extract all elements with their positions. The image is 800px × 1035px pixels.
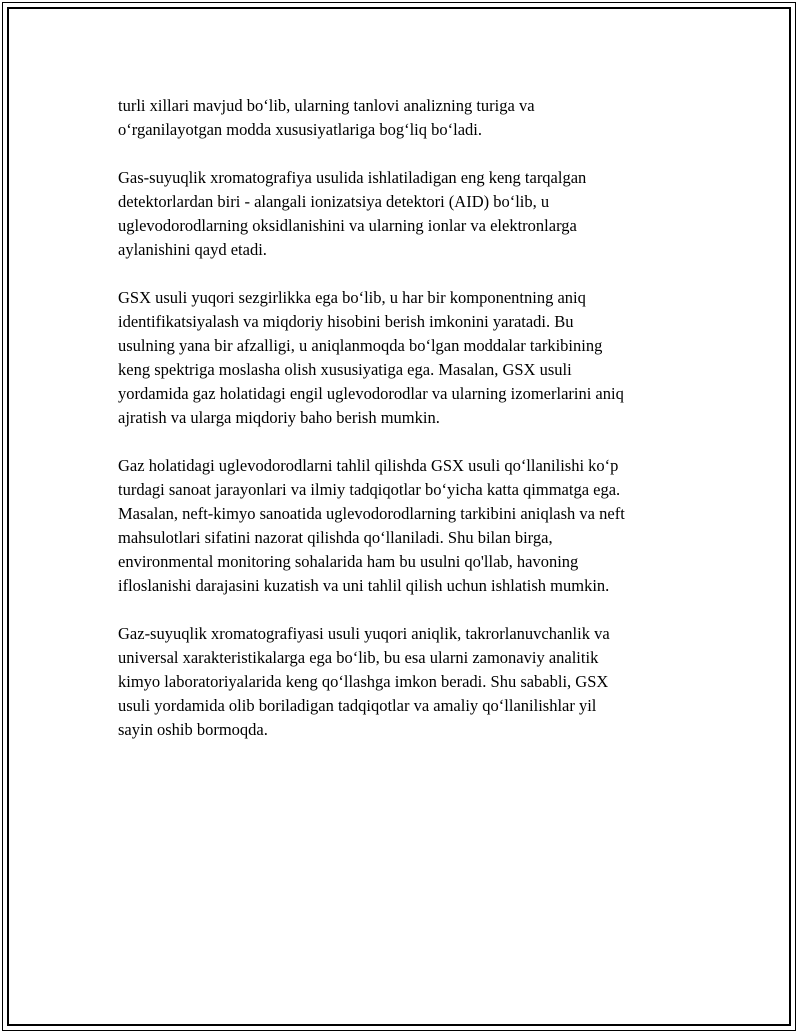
text-line: aylanishini qayd etadi. xyxy=(118,240,267,259)
text-line: GSX usuli yuqori sezgirlikka ega bo‘lib, u har bir komponentning aniq xyxy=(118,288,586,307)
text-line: ifloslanishi darajasini kuzatish va uni tahlil qilish uchun ishlatish mumkin. xyxy=(118,576,610,595)
text-line: sayin oshib bormoqda. xyxy=(118,720,268,739)
text-line: Gaz-suyuqlik xromatografiyasi usuli yuqori aniqlik, takrorlanuvchanlik va xyxy=(118,624,610,643)
text-line: kimyo laboratoriyalarida keng qo‘llashga imkon beradi. Shu sababli, GSX xyxy=(118,672,609,691)
text-line: keng spektriga moslasha olish xususiyatiga ega. Masalan, GSX usuli xyxy=(118,360,572,379)
text-line: Masalan, neft-kimyo sanoatida uglevodorodlarning tarkibini aniqlash va neft xyxy=(118,504,625,523)
text-line: environmental monitoring sohalarida ham bu usulni qo'llab, havoning xyxy=(118,552,579,571)
text-line: mahsulotlari sifatini nazorat qilishda qo‘llaniladi. Shu bilan birga, xyxy=(118,528,553,547)
paragraph-4 xyxy=(118,454,698,598)
text-line: yordamida gaz holatidagi engil uglevodorodlar va ularning izomerlarini aniq xyxy=(118,384,624,403)
document-body xyxy=(118,94,698,766)
text-line: universal xarakteristikalarga ega bo‘lib, bu esa ularni zamonaviy analitik xyxy=(118,648,599,667)
paragraph-3 xyxy=(118,286,698,430)
text-line: turli xillari mavjud bo‘lib, ularning tanlovi analizning turiga va xyxy=(118,96,535,115)
text-line: detektorlardan biri - alangali ionizatsiya detektori (AID) bo‘lib, u xyxy=(118,192,550,211)
text-line: usuli yordamida olib boriladigan tadqiqotlar va amaliy qo‘llanilishlar yil xyxy=(118,696,597,715)
text-line: turdagi sanoat jarayonlari va ilmiy tadqiqotlar bo‘yicha katta qimmatga ega. xyxy=(118,480,621,499)
paragraph-1 xyxy=(118,94,698,142)
text-line: Gaz holatidagi uglevodorodlarni tahlil qilishda GSX usuli qo‘llanilishi ko‘p xyxy=(118,456,619,475)
text-line: Gas-suyuqlik xromatografiya usulida ishlatiladigan eng keng tarqalgan xyxy=(118,168,587,187)
text-line: o‘rganilayotgan modda xususiyatlariga bog‘liq bo‘ladi. xyxy=(118,120,482,139)
text-line: ajratish va ularga miqdoriy baho berish mumkin. xyxy=(118,408,440,427)
text-line: uglevodorodlarning oksidlanishini va ularning ionlar va elektronlarga xyxy=(118,216,577,235)
text-line: identifikatsiyalash va miqdoriy hisobini berish imkonini yaratadi. Bu xyxy=(118,312,574,331)
text-line: usulning yana bir afzalligi, u aniqlanmoqda bo‘lgan moddalar tarkibining xyxy=(118,336,603,355)
paragraph-5 xyxy=(118,622,698,742)
paragraph-2 xyxy=(118,166,698,262)
